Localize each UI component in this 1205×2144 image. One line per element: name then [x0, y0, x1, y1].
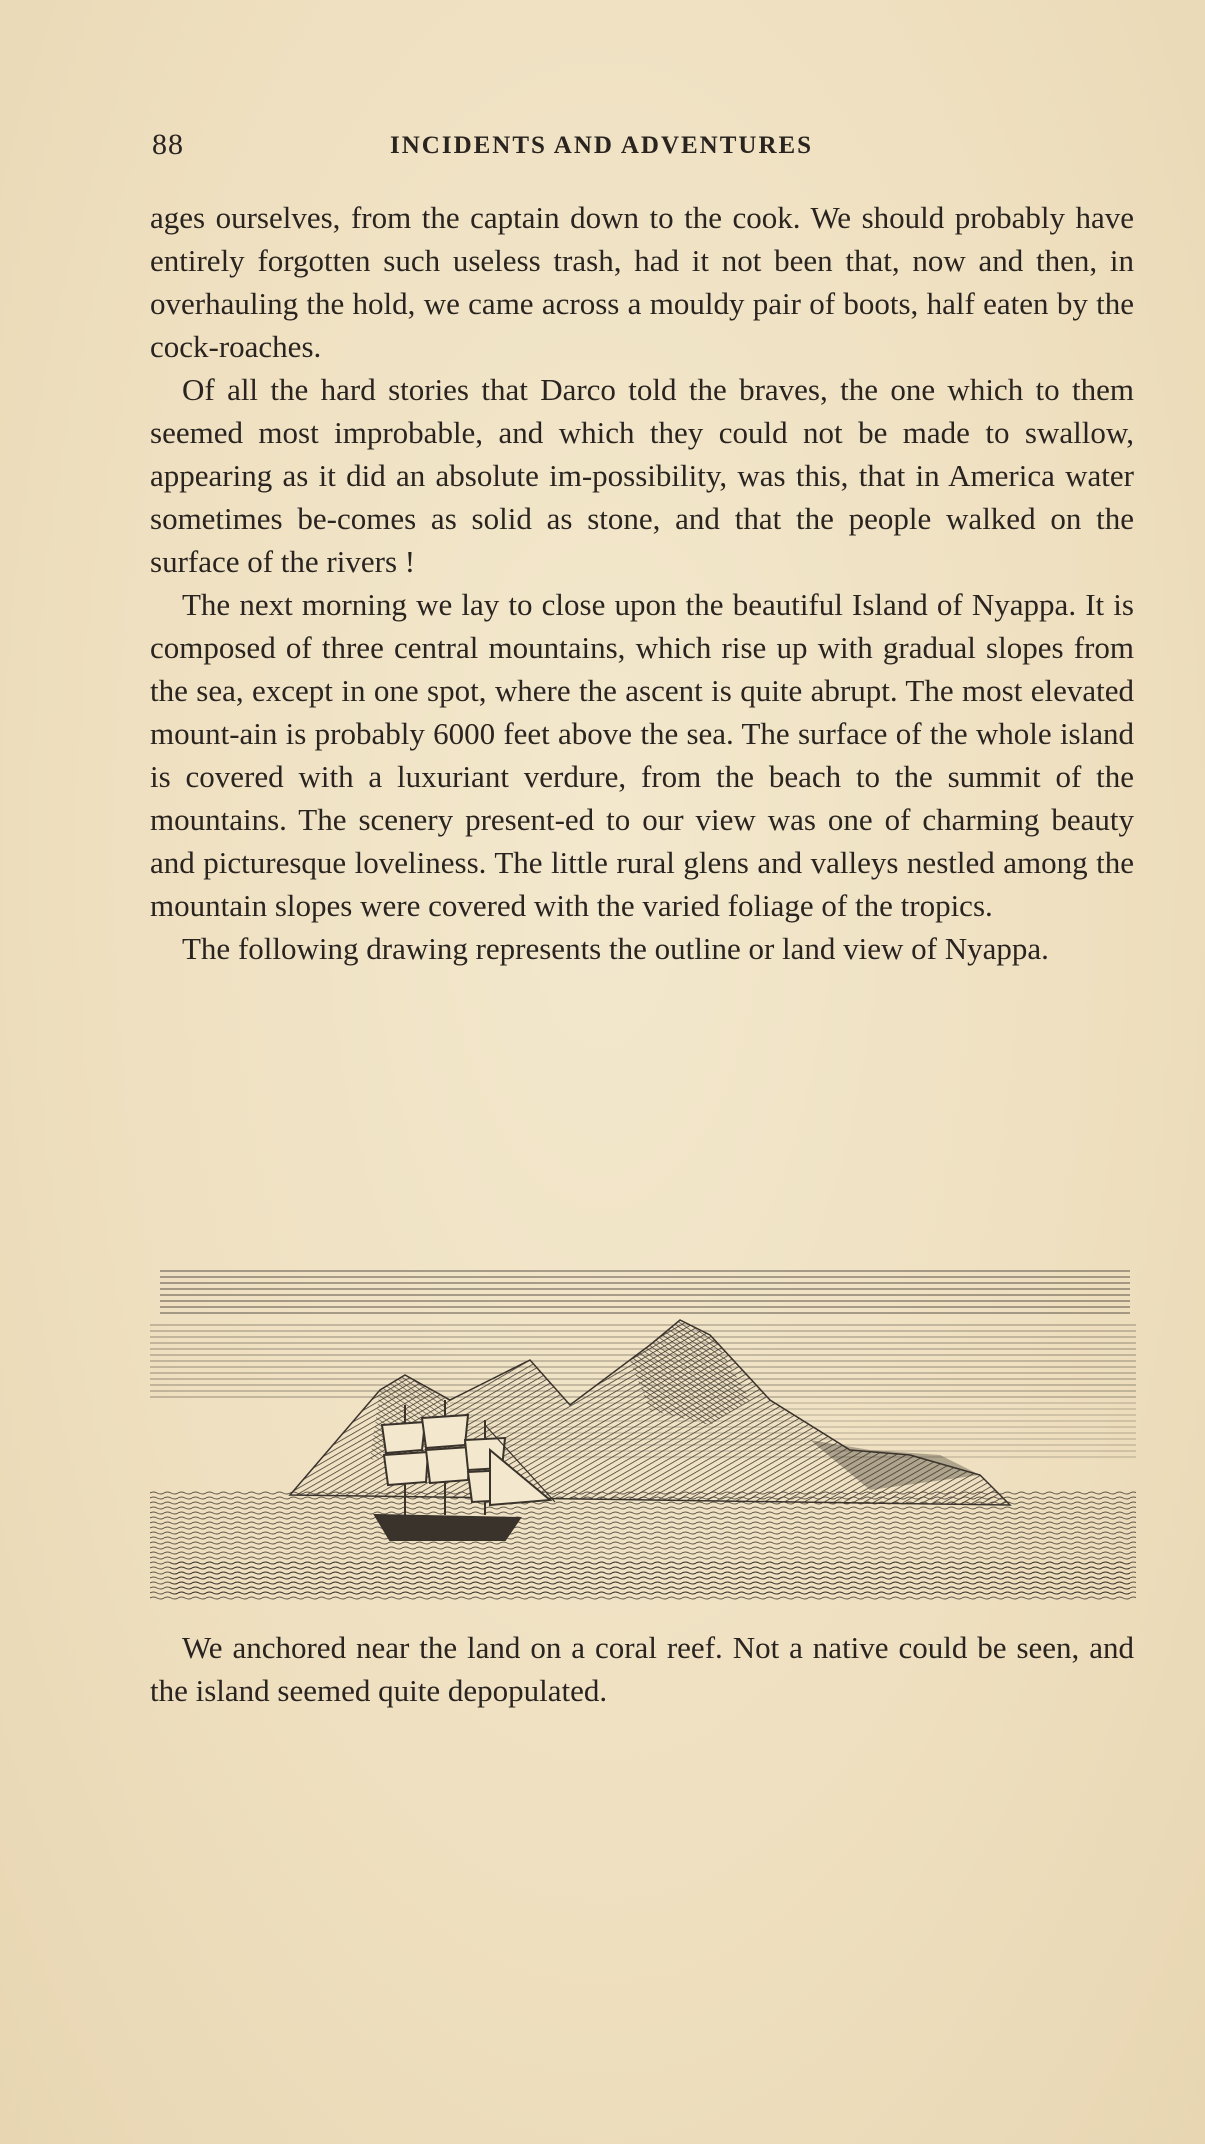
paragraph: The following drawing represents the outline or land view of Nyappa.: [182, 931, 1049, 966]
body-text-after-illustration: [150, 1626, 1134, 1712]
sea: [150, 1490, 1136, 1600]
paragraph: Of all the hard stories that Darco told the braves, the one which to them seemed most improbable, and which they could not be made to swallow, appearing as it did an absolute im-possibility, was this, that in America water sometimes be-comes as solid as stone, and that the people walked on the surface of the rivers !: [150, 372, 1134, 579]
engraving-island-with-sailing-ship-icon: [150, 1250, 1136, 1610]
paragraph: The next morning we lay to close upon the beautiful Island of Nyappa. It is composed of three central mountains, which rise up with gradual slopes from the sea, except in one spot, where the ascent is quite abrupt. The most elevated mount-ain is probably 6000 feet above the sea. The surface of the whole island is covered with a luxuriant verdure, from the beach to the summit of the mountains. The scenery present-ed to our view was one of charming beauty and picturesque loveliness. The little rural glens and valleys nestled among the mountain slopes were covered with the varied foliage of the tropics.: [150, 587, 1134, 923]
body-text: [150, 196, 1134, 970]
page-number: 88: [152, 128, 184, 161]
paragraph: We anchored near the land on a coral reef. Not a native could be seen, and the island seemed quite depopulated.: [150, 1630, 1134, 1708]
running-head: INCIDENTS AND ADVENTURES: [390, 132, 814, 159]
page-header: [152, 128, 1132, 168]
paragraph: ages ourselves, from the captain down to the cook. We should probably have entirely forgotten such useless trash, had it not been that, now and then, in overhauling the hold, we came across a mouldy pair of boots, half eaten by the cock-roaches.: [150, 200, 1134, 364]
island-engraving: [150, 1250, 1136, 1610]
